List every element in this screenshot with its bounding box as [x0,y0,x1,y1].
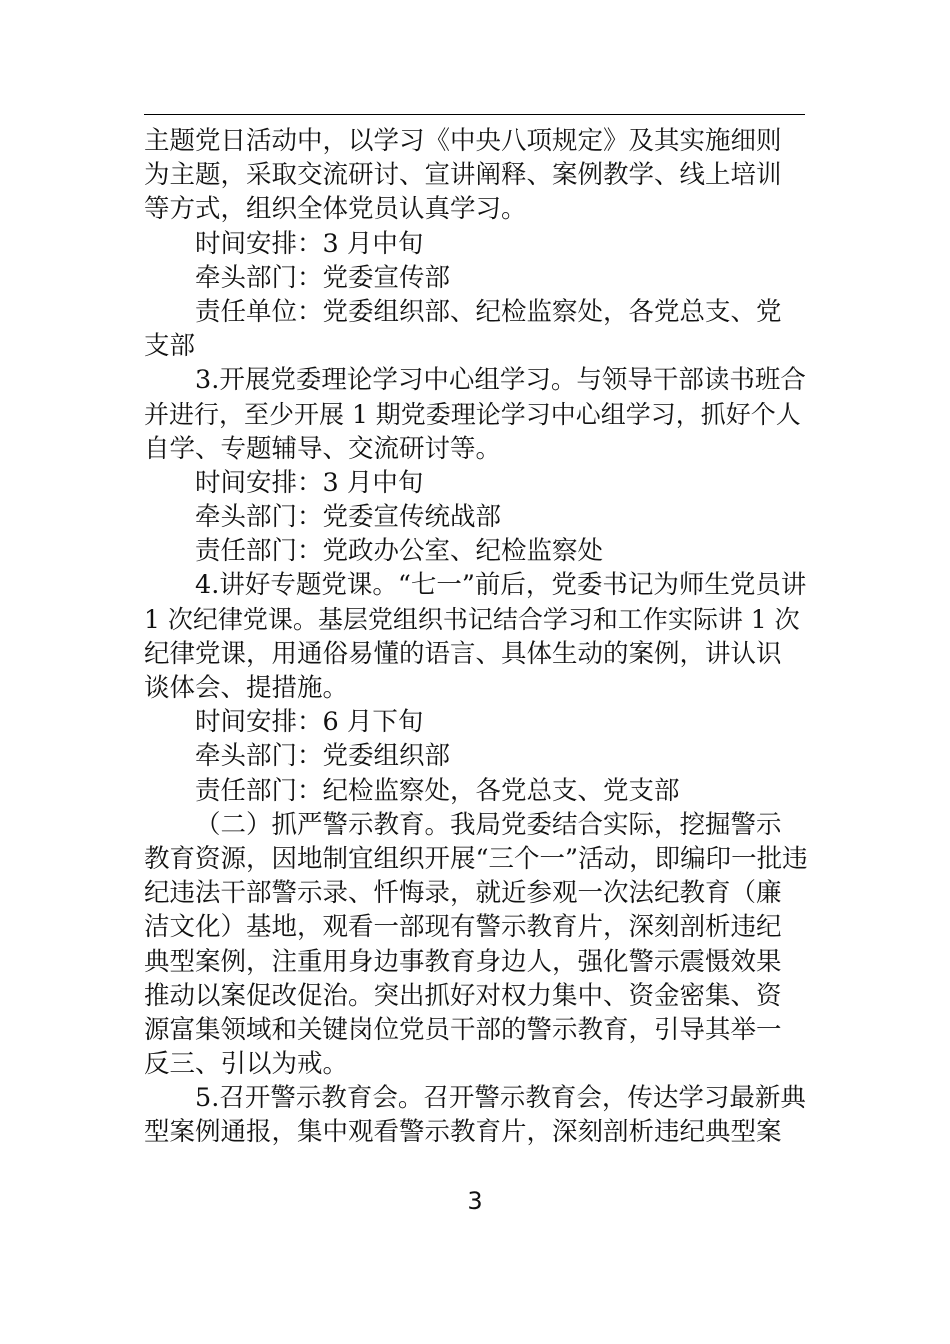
text-line: 推动以案促改促治。突出抓好对权力集中、资金密集、资 [144,980,782,1011]
text-line: 纪违法干部警示录、忏悔录，就近参观一次法纪教育（廉 [144,878,782,909]
text-line: 1 次纪律党课。基层党组织书记结合学习和工作实际讲 1 次 [144,604,800,634]
text-line: 支部 [144,331,196,362]
header-rule [144,114,805,115]
text-line: 型案例通报，集中观看警示教育片，深刻剖析违纪典型案 [144,1117,782,1148]
text-line: 自学、专题辅导、交流研讨等。 [144,433,502,464]
schedule-line: 时间安排：6 月下旬 [195,707,424,738]
responsible-dept-line: 责任部门：党政办公室、纪检监察处 [195,536,604,567]
responsible-unit-line: 责任单位：党委组织部、纪检监察处，各党总支、党 [195,296,782,327]
text-line: 洁文化）基地，观看一部现有警示教育片，深刻剖析违纪 [144,912,782,943]
lead-dept-line: 牵头部门：党委宣传统战部 [195,502,502,533]
responsible-dept-line: 责任部门：纪检监察处，各党总支、党支部 [195,775,680,806]
text-line: 教育资源，因地制宜组织开展“三个一”活动，即编印一批违 [144,843,808,874]
text-line: 源富集领域和关键岗位党员干部的警示教育，引导其举一 [144,1014,782,1045]
text-line: 等方式，组织全体党员认真学习。 [144,194,527,225]
item-heading-5: 5.召开警示教育会。召开警示教育会，传达学习最新典 [195,1083,806,1114]
item-heading-3: 3.开展党委理论学习中心组学习。与领导干部读书班合 [195,365,806,396]
lead-dept-line: 牵头部门：党委宣传部 [195,262,451,293]
text-line: 反三、引以为戒。 [144,1049,349,1080]
schedule-line: 时间安排：3 月中旬 [195,467,424,498]
lead-dept-line: 牵头部门：党委组织部 [195,741,451,772]
page-number: 3 [467,1187,483,1215]
text-line: 纪律党课，用通俗易懂的语言、具体生动的案例，讲认识 [144,638,782,669]
text-line: 并进行，至少开展 1 期党委理论学习中心组学习，抓好个人 [144,399,801,429]
schedule-line: 时间安排：3 月中旬 [195,228,424,259]
body-text [144,124,809,1150]
text-line: 典型案例，注重用身边事教育身边人，强化警示震慑效果 [144,946,782,977]
text-line: 谈体会、提措施。 [144,673,349,703]
section-heading-2: （二）抓严警示教育。我局党委结合实际，挖掘警示 [195,809,782,840]
item-heading-4: 4.讲好专题党课。“七一”前后，党委书记为师生党员讲 [195,570,807,601]
text-line: 为主题，采取交流研讨、宣讲阐释、案例教学、线上培训 [144,160,782,191]
text-line: 主题党日活动中，以学习《中央八项规定》及其实施细则 [144,126,782,156]
